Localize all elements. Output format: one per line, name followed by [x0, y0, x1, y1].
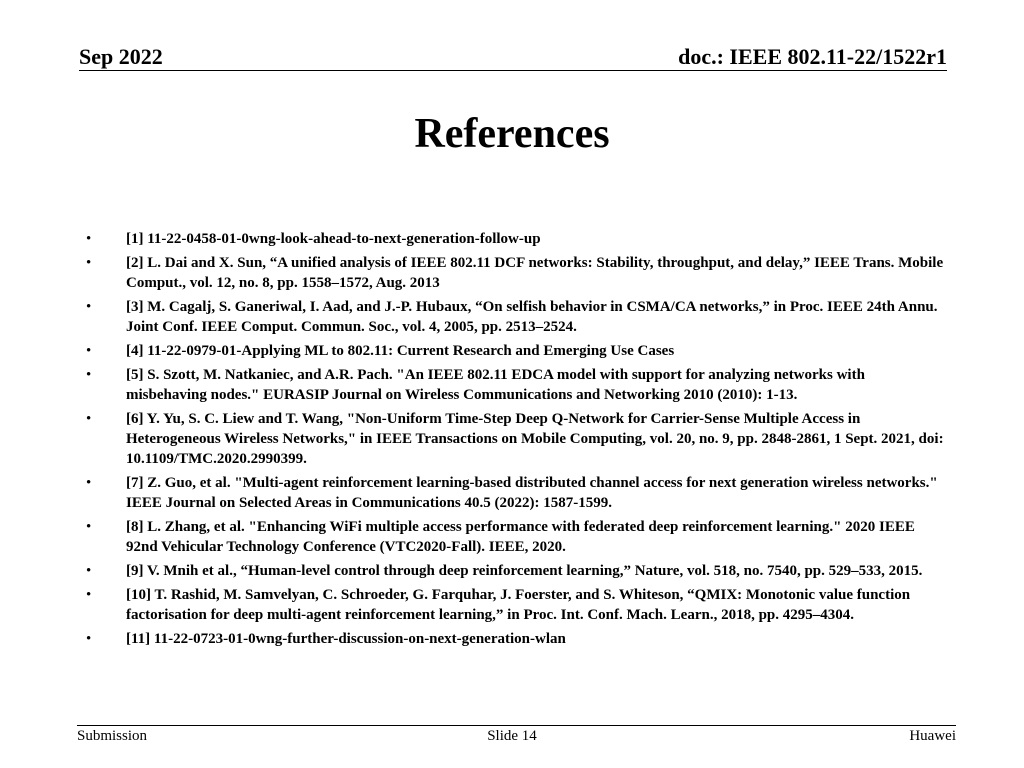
header-date: Sep 2022: [79, 44, 163, 69]
reference-item: [86, 253, 946, 293]
slide-header: [79, 42, 947, 71]
reference-text: [10] T. Rashid, M. Samvelyan, C. Schroeder, G. Farquhar, J. Foerster, and S. Whiteson, “QMIX: Monotonic value function factorisation for deep multi-agent reinforcement learning,” in Proc. Int. Conf. Mach. Learn., 2018, pp. 4295–4304.: [126, 587, 911, 623]
bullet-icon: •: [86, 587, 92, 603]
reference-text: [4] 11-22-0979-01-Applying ML to 802.11: Current Research and Emerging Use Cases: [126, 343, 675, 359]
reference-item: [86, 409, 946, 469]
reference-item: [86, 297, 946, 337]
reference-text: [5] S. Szott, M. Natkaniec, and A.R. Pach. "An IEEE 802.11 EDCA model with support for analyzing networks with misbehaving nodes." EURASIP Journal on Wireless Communications and Networking 2010 (2010): 1-13.: [126, 367, 865, 403]
bullet-icon: •: [86, 255, 92, 271]
reference-item: [86, 629, 946, 649]
bullet-icon: •: [86, 563, 92, 579]
footer-divider: [77, 725, 956, 726]
bullet-icon: •: [86, 631, 92, 647]
reference-item: [86, 229, 946, 249]
slide-title: References: [414, 111, 610, 157]
header-doc-id: doc.: IEEE 802.11-22/1522r1: [678, 44, 947, 69]
reference-text: [7] Z. Guo, et al. "Multi-agent reinforcement learning-based distributed channel access for next generation wireless networks." IEEE Journal on Selected Areas in Communications 40.5 (2022): 1587-1599.: [126, 475, 938, 511]
reference-text: [11] 11-22-0723-01-0wng-further-discussion-on-next-generation-wlan: [126, 631, 566, 647]
reference-text: [2] L. Dai and X. Sun, “A unified analysis of IEEE 802.11 DCF networks: Stability, throughput, and delay,” IEEE Trans. Mobile Comput., vol. 12, no. 8, pp. 1558–1572, Aug. 2013: [126, 255, 944, 291]
reference-text: [1] 11-22-0458-01-0wng-look-ahead-to-next-generation-follow-up: [126, 231, 541, 247]
reference-item: [86, 517, 946, 557]
bullet-icon: •: [86, 367, 92, 383]
reference-text: [9] V. Mnih et al., “Human-level control through deep reinforcement learning,” Nature, vol. 518, no. 7540, pp. 529–533, 2015.: [126, 563, 923, 579]
reference-item: [86, 473, 946, 513]
reference-text: [3] M. Cagalj, S. Ganeriwal, I. Aad, and J.-P. Hubaux, “On selfish behavior in CSMA/CA networks,” in Proc. IEEE 24th Annu. Joint Conf. IEEE Comput. Commun. Soc., vol. 4, 2005, pp. 2513–2524.: [126, 299, 938, 335]
reference-text: [6] Y. Yu, S. C. Liew and T. Wang, "Non-Uniform Time-Step Deep Q-Network for Carrier-Sense Multiple Access in Heterogeneous Wireless Networks," in IEEE Transactions on Mobile Computing, vol. 20, no. 9, pp. 2848-2861, 1 Sept. 2021, doi: 10.1109/TMC.2020.2990399.: [126, 411, 944, 467]
bullet-icon: •: [86, 411, 92, 427]
reference-item: [86, 585, 946, 625]
bullet-icon: •: [86, 343, 92, 359]
slide-number: Slide 14: [487, 728, 537, 744]
reference-text: [8] L. Zhang, et al. "Enhancing WiFi multiple access performance with federated deep reinforcement learning." 2020 IEEE 92nd Vehicular Technology Conference (VTC2020-Fall). IEEE, 2020.: [126, 519, 915, 555]
footer-company: Huawei: [909, 728, 956, 744]
bullet-icon: •: [86, 231, 92, 247]
reference-item: [86, 341, 946, 361]
bullet-icon: •: [86, 519, 92, 535]
footer-submission: Submission: [77, 728, 148, 744]
reference-item: [86, 365, 946, 405]
bullet-icon: •: [86, 299, 92, 315]
reference-item: [86, 561, 946, 581]
bullet-icon: •: [86, 475, 92, 491]
references-list: [86, 229, 946, 653]
